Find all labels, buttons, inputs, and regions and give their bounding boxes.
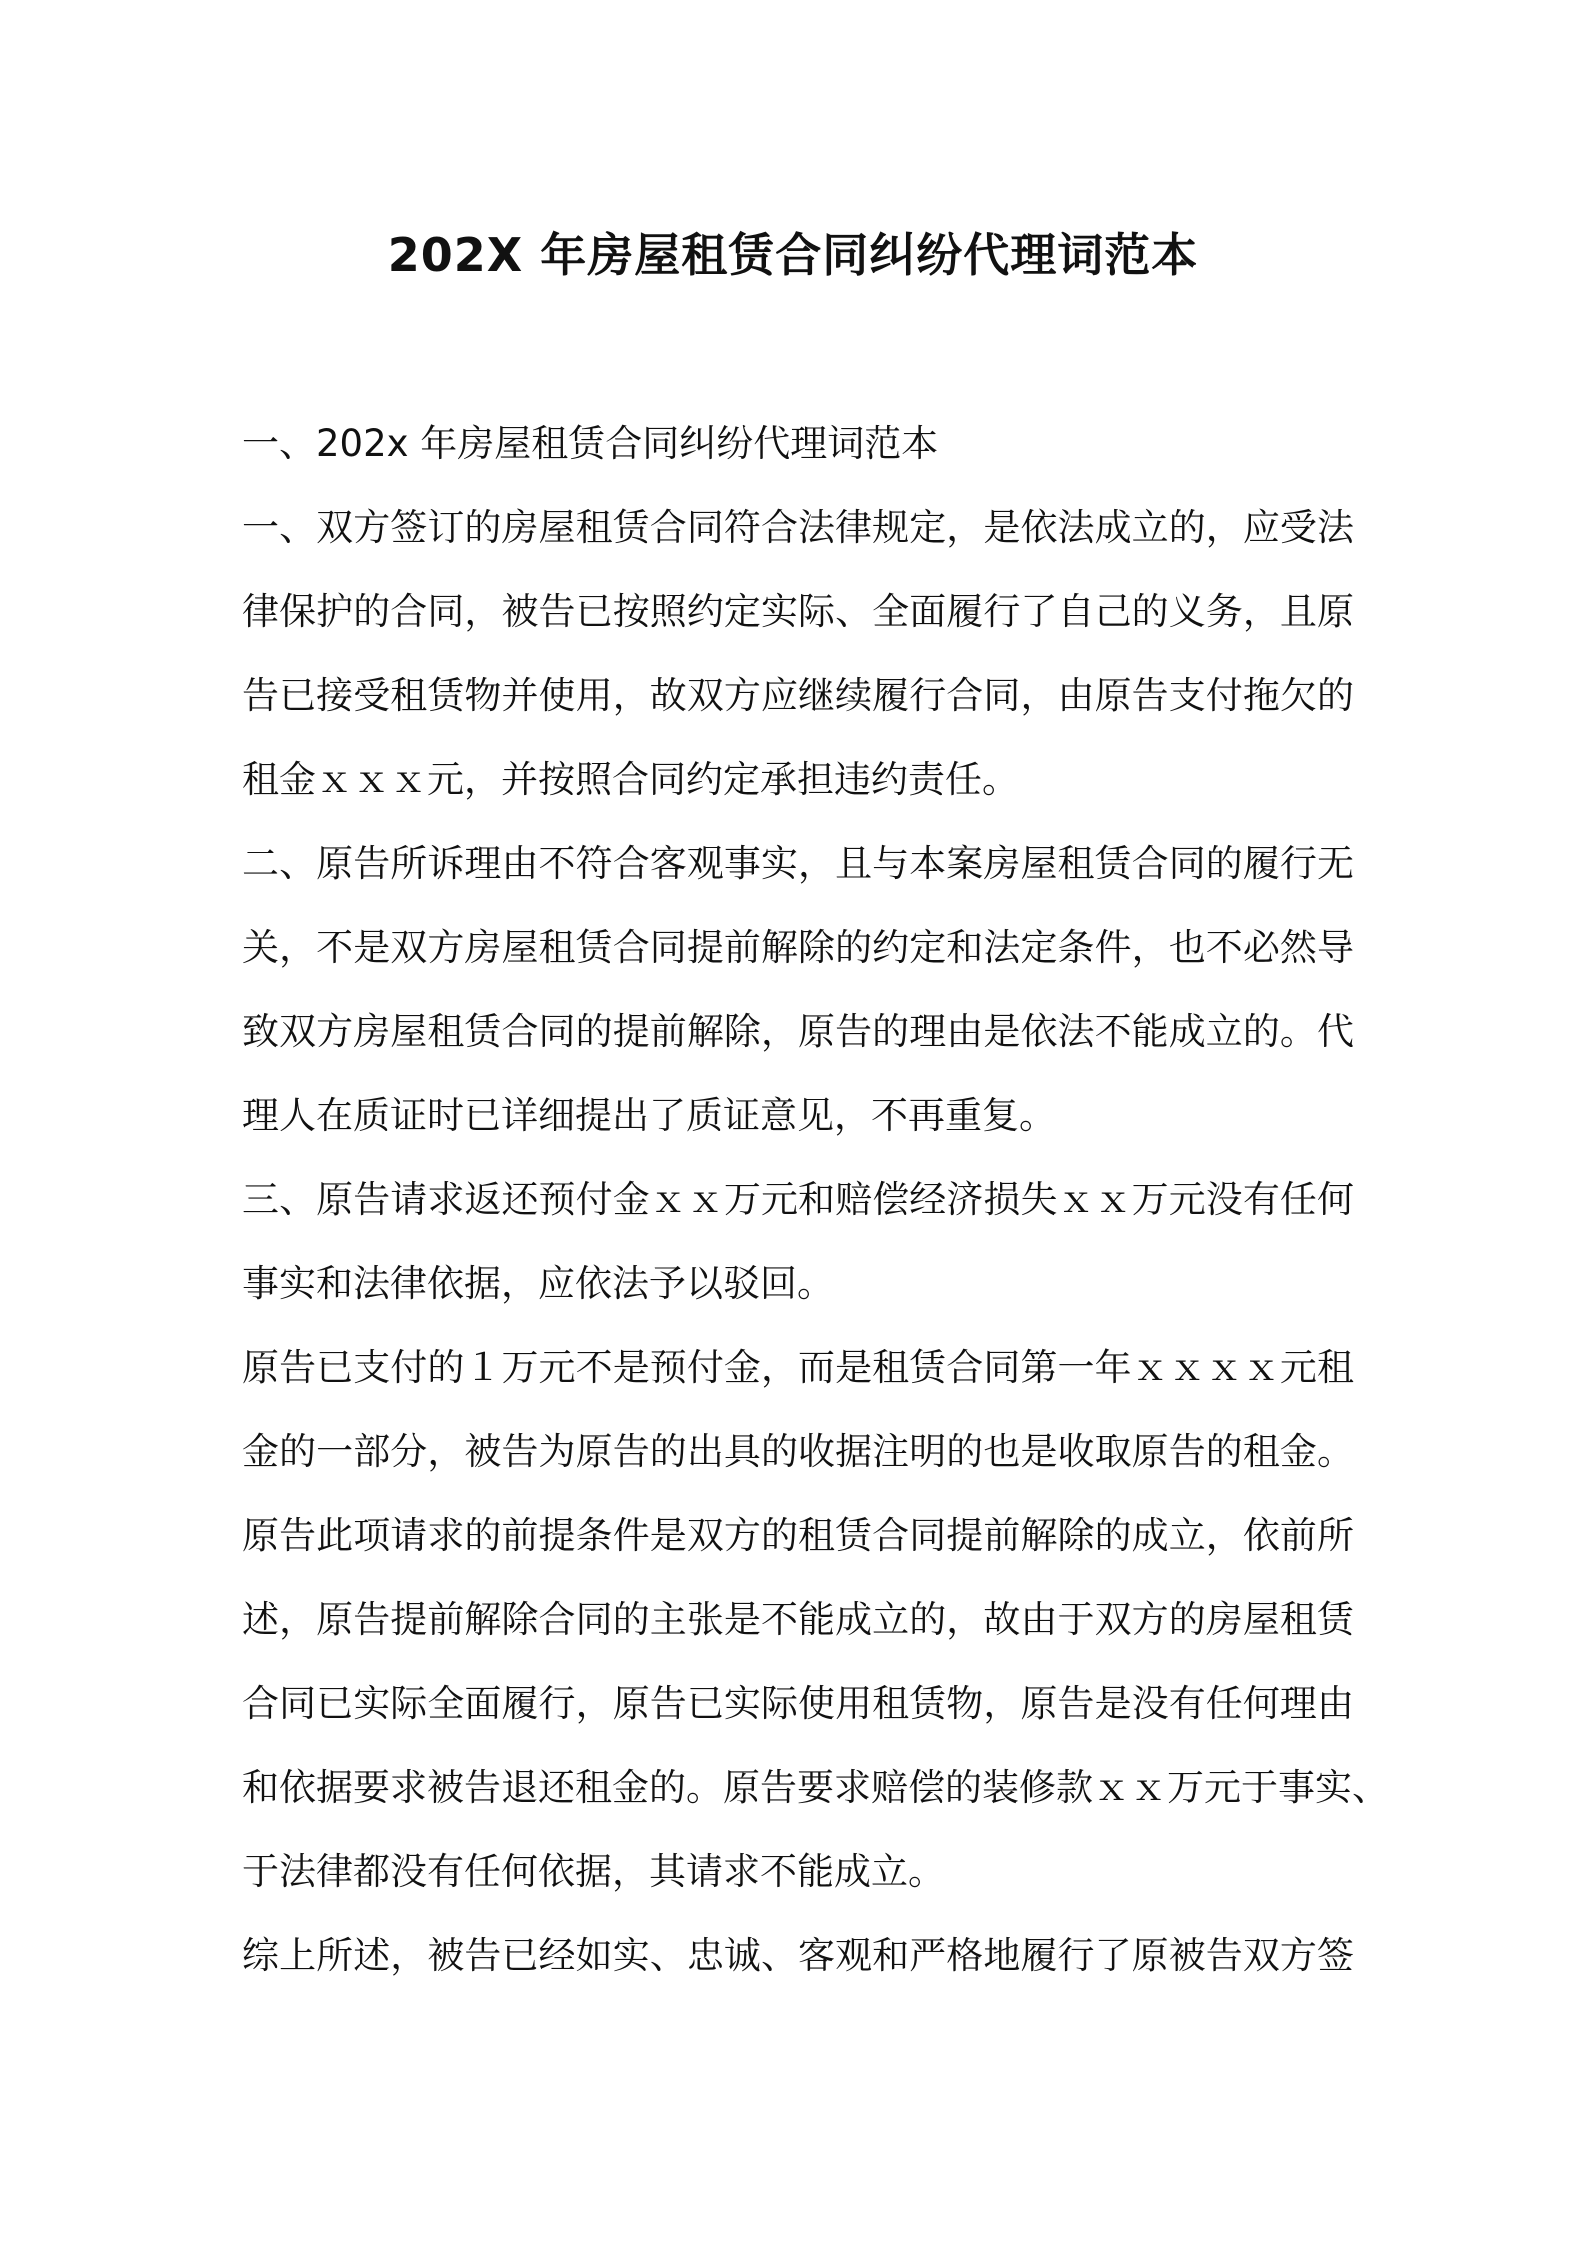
text-line: 述，原告提前解除合同的主张是不能成立的，故由于双方的房屋租赁 [242,1598,1354,1641]
text-line: 综上所述，被告已经如实、忠诚、客观和严格地履行了原被告双方签 [242,1934,1354,1977]
text-line: 致双方房屋租赁合同的提前解除，原告的理由是依法不能成立的。代 [242,1010,1354,1053]
text-line: 原告已支付的１万元不是预付金，而是租赁合同第一年ｘｘｘｘ元租 [242,1346,1354,1389]
text-line: 三、原告请求返还预付金ｘｘ万元和赔偿经济损失ｘｘ万元没有任何 [242,1178,1354,1221]
text-line: 合同已实际全面履行，原告已实际使用租赁物，原告是没有任何理由 [242,1682,1354,1725]
text-line: 告已接受租赁物并使用，故双方应继续履行合同，由原告支付拖欠的 [242,674,1354,717]
text-line: 金的一部分，被告为原告的出具的收据注明的也是收取原告的租金。 [242,1430,1354,1473]
text-line: 事实和法律依据，应依法予以驳回。 [242,1262,834,1305]
text-line: 律保护的合同，被告已按照约定实际、全面履行了自己的义务，且原 [242,590,1354,633]
text-line: 关，不是双方房屋租赁合同提前解除的约定和法定条件，也不必然导 [242,926,1354,969]
text-line: 二、原告所诉理由不符合客观事实，且与本案房屋租赁合同的履行无 [242,842,1354,885]
text-line: 理人在质证时已详细提出了质证意见，不再重复。 [242,1094,1056,1137]
text-line: 和依据要求被告退还租金的。原告要求赔偿的装修款ｘｘ万元于事实、 [242,1766,1389,1809]
document-body [242,402,1389,1998]
text-line: 原告此项请求的前提条件是双方的租赁合同提前解除的成立，依前所 [242,1514,1354,1557]
text-line: 租金ｘｘｘ元，并按照合同约定承担违约责任。 [242,758,1019,801]
text-line: 于法律都没有任何依据，其请求不能成立。 [242,1850,945,1893]
heading-line: 一、202x 年房屋租赁合同纠纷代理词范本 [242,422,939,465]
text-line: 一、双方签订的房屋租赁合同符合法律规定，是依法成立的，应受法 [242,506,1354,549]
document-title: 202X 年房屋租赁合同纠纷代理词范本 [387,228,1199,282]
